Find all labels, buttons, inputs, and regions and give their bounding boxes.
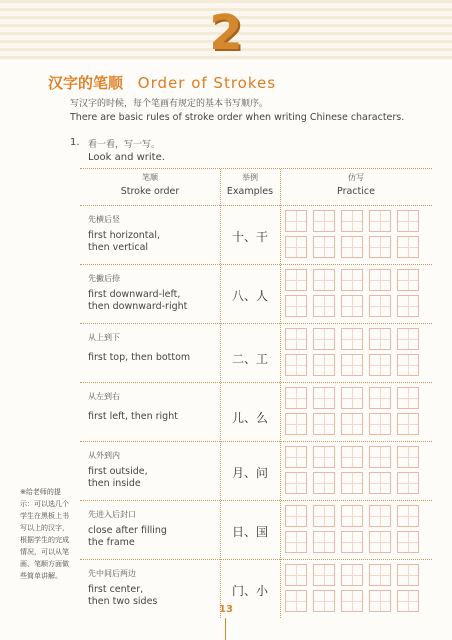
section-title-en: Order of Strokes [137,74,277,92]
intro-en: There are basic rules of stroke order when writing Chinese characters. [70,112,405,123]
practice-cell[interactable] [313,590,335,612]
practice-cell[interactable] [313,295,335,317]
teacher-note-line: 画、笔顺方面做 [20,560,69,568]
practice-cell[interactable] [341,328,363,350]
practice-cell[interactable] [341,472,363,494]
practice-cell[interactable] [313,210,335,232]
teacher-note-line: 些简单讲解。 [20,572,62,580]
practice-cell[interactable] [285,269,307,291]
table-row [80,383,432,442]
rule-en [88,411,218,423]
header-en: Stroke order [120,186,180,197]
practice-cell[interactable] [397,387,419,409]
practice-cell[interactable] [341,446,363,468]
practice-cell[interactable] [285,236,307,258]
rule-en-line: first horizontal, [88,230,160,241]
practice-cell[interactable] [313,472,335,494]
header-zh: 举例 [242,173,258,182]
practice-cell[interactable] [341,505,363,527]
practice-cell[interactable] [313,564,335,586]
practice-cell[interactable] [369,590,391,612]
rule-en [88,525,218,549]
teacher-note-line: 写以上的汉字， [20,524,69,532]
practice-cell[interactable] [285,446,307,468]
practice-cell[interactable] [341,531,363,553]
unit-number: 2 [209,5,243,61]
practice-cell[interactable] [313,236,335,258]
practice-cell[interactable] [313,328,335,350]
rule-zh: 先进入后封口 [88,510,136,519]
header-practice [280,169,432,205]
teacher-note-line: 学生在黑板上书 [20,512,69,520]
practice-cell[interactable] [369,269,391,291]
practice-cell[interactable] [369,531,391,553]
exercise-instruction-en: Look and write. [88,152,165,163]
table-row [80,206,432,265]
header-zh: 仿写 [348,173,364,182]
section-title [48,72,276,93]
rule-zh: 从外到内 [88,451,120,460]
page-number-rule [225,618,226,640]
example-characters: 月、问 [231,466,268,480]
practice-cell[interactable] [341,269,363,291]
rule-en-line: close after filling [88,525,167,536]
practice-cell[interactable] [397,472,419,494]
rule-en-line: then vertical [88,242,149,253]
table-row [80,560,432,618]
practice-cell[interactable] [341,210,363,232]
practice-cell[interactable] [341,236,363,258]
teacher-note-line: 示：可以选几个 [20,500,69,508]
teacher-note-line: ※给老师的提 [20,488,61,496]
example-characters: 十、干 [231,230,268,244]
rule-en-line: then inside [88,478,141,489]
practice-cell[interactable] [341,413,363,435]
exercise-instruction-zh: 看一看，写一写。 [88,140,161,150]
practice-cell[interactable] [285,387,307,409]
practice-cell[interactable] [397,413,419,435]
rule-en-line: then downward-right [88,301,188,312]
teacher-note-line: 情况，可以从笔 [20,548,69,556]
practice-cell[interactable] [313,505,335,527]
practice-cell[interactable] [285,210,307,232]
practice-cell[interactable] [369,387,391,409]
header-en: Practice [337,186,375,197]
practice-cell[interactable] [313,531,335,553]
rule-en [88,352,218,364]
rule-zh: 先中间后两边 [88,569,136,578]
rule-en-line: first outside, [88,466,148,477]
practice-cell[interactable] [285,472,307,494]
practice-cell[interactable] [369,210,391,232]
practice-cell[interactable] [313,269,335,291]
practice-cell[interactable] [285,328,307,350]
practice-cell[interactable] [341,354,363,376]
practice-cell[interactable] [313,446,335,468]
practice-cell[interactable] [397,269,419,291]
practice-cell[interactable] [397,564,419,586]
rule-en-line: first left, then right [88,411,178,422]
practice-cell[interactable] [397,295,419,317]
header-stroke-order [80,169,220,205]
practice-cell[interactable] [397,236,419,258]
practice-cell[interactable] [397,210,419,232]
teacher-note [20,486,78,582]
rule-en-line: first top, then bottom [88,352,191,363]
practice-cell[interactable] [369,564,391,586]
rule-zh: 从上到下 [88,333,120,342]
practice-cell[interactable] [369,472,391,494]
intro-zh: 写汉字的时候，每个笔画有规定的基本书写顺序。 [70,99,269,109]
rule-zh: 先撇后捺 [88,274,120,283]
practice-cell[interactable] [285,505,307,527]
practice-cell[interactable] [285,413,307,435]
table-row [80,442,432,501]
rule-en [88,289,218,313]
rule-en-line: first center, [88,584,144,595]
practice-cell[interactable] [341,564,363,586]
rule-en-line: then two sides [88,596,158,607]
practice-cell[interactable] [397,328,419,350]
example-characters: 二、工 [231,352,268,366]
example-characters: 八、人 [231,289,268,303]
practice-cell[interactable] [369,236,391,258]
rule-en [88,584,218,608]
rule-en-line: the frame [88,537,135,548]
practice-cell[interactable] [369,413,391,435]
practice-cell[interactable] [397,354,419,376]
table-row [80,501,432,560]
header-examples [220,169,280,205]
practice-cell[interactable] [369,354,391,376]
example-characters: 日、国 [231,525,268,539]
practice-cell[interactable] [369,328,391,350]
table-row [80,324,432,383]
teacher-note-line: 根据学生的完成 [20,536,69,544]
practice-cell[interactable] [341,387,363,409]
practice-cell[interactable] [397,505,419,527]
rule-en [88,466,218,490]
practice-cell[interactable] [285,564,307,586]
example-characters: 门、小 [231,584,268,598]
practice-cell[interactable] [397,446,419,468]
practice-cell[interactable] [369,446,391,468]
header-en: Examples [226,186,274,197]
practice-cell[interactable] [285,590,307,612]
exercise-number: 1. [70,137,80,148]
practice-cell[interactable] [285,531,307,553]
table-header [80,169,432,206]
practice-cell[interactable] [397,590,419,612]
page-number: 13 [219,604,233,615]
practice-cell[interactable] [341,295,363,317]
practice-cell[interactable] [341,590,363,612]
example-characters: 儿、么 [231,411,268,425]
rule-zh: 先横后竖 [88,215,120,224]
practice-cell[interactable] [285,354,307,376]
table-row [80,265,432,324]
practice-cell[interactable] [397,531,419,553]
practice-cell[interactable] [313,413,335,435]
practice-cell[interactable] [369,295,391,317]
rule-en-line: first downward-left, [88,289,181,300]
rule-en [88,230,218,254]
stroke-order-table [80,168,432,618]
section-title-zh: 汉字的笔顺 [48,74,124,92]
practice-cell[interactable] [369,505,391,527]
practice-cell[interactable] [313,354,335,376]
header-zh: 笔顺 [142,173,158,182]
rule-zh: 从左到右 [88,392,120,401]
practice-cell[interactable] [285,295,307,317]
practice-cell[interactable] [313,387,335,409]
